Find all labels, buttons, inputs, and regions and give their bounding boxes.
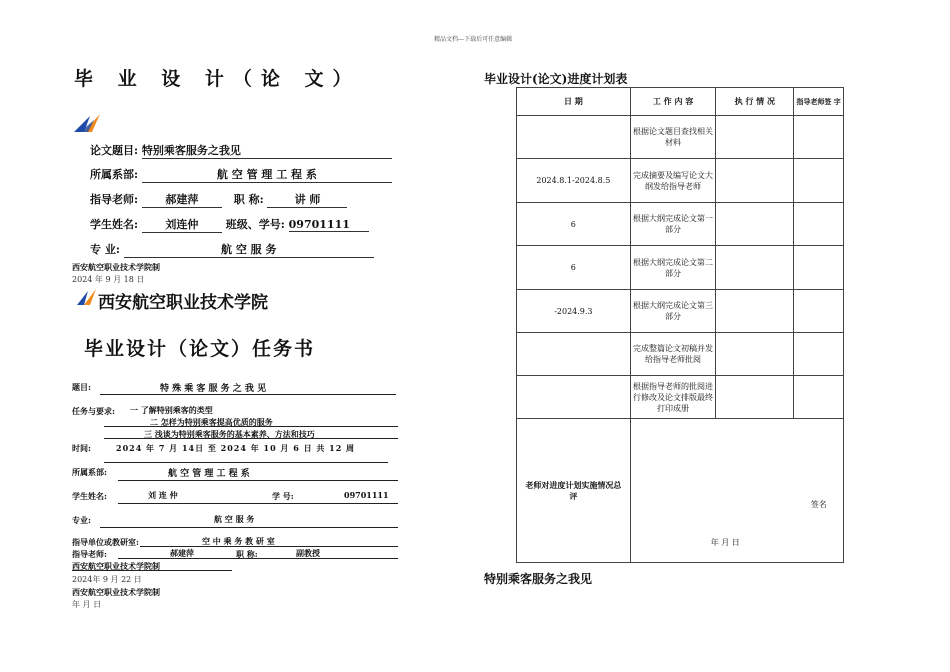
row-status: [716, 246, 794, 290]
task-major: 航 空 服 务: [214, 514, 255, 524]
cover-advisor-title: 讲 师: [267, 191, 347, 208]
row-date: -2024.9.3: [517, 290, 631, 333]
task-topic-label: 题目:: [72, 382, 91, 392]
row-sign: [794, 116, 844, 159]
task-date-2: 年 月 日: [72, 600, 102, 609]
row-date: 2024.8.1-2024.8.5: [517, 159, 631, 203]
row-date: 6: [517, 246, 631, 290]
task-dept: 航 空 管 理 工 程 系: [168, 469, 250, 479]
task-title: 毕业设计（论文）任务书: [84, 338, 316, 360]
row-date: [517, 116, 631, 159]
plan-title: 毕业设计(论文)进度计划表: [484, 72, 628, 86]
cover-student-id: 09701111: [289, 218, 369, 232]
cover-school-made: 西安航空职业技术学院制: [72, 262, 160, 272]
task-time-label: 时间:: [72, 443, 91, 453]
row-sign: [794, 290, 844, 333]
cover-advisor-label: 指导老师:: [90, 193, 139, 206]
plan-header-content: 工 作 内 容: [630, 88, 716, 116]
plan-header-status: 执 行 情 况: [716, 88, 794, 116]
task-unit: 空 中 乘 务 教 研 室: [202, 536, 275, 546]
task-time: 2024 年 7 月 14日 至 2024 年 10 月 6 日 共 12 周: [116, 443, 356, 453]
row-sign: [794, 333, 844, 376]
task-student-label: 学生姓名:: [72, 491, 107, 501]
row-status: [716, 290, 794, 333]
row-sign: [794, 203, 844, 246]
header-note: 精品文档---下载后可任意编辑: [434, 36, 513, 43]
row-status: [716, 116, 794, 159]
cover-major: 航 空 服 务: [124, 241, 374, 258]
table-row: [517, 290, 844, 333]
bottom-heading: 特别乘客服务之我见: [484, 572, 593, 586]
cover-advisor: 郝建萍: [142, 191, 222, 208]
cover-student: 刘连仲: [142, 216, 222, 233]
plan-table: [516, 87, 844, 563]
cover-major-label: 专 业:: [90, 243, 120, 256]
task-advisor-label: 指导老师:: [72, 549, 107, 559]
plan-header-row: [517, 88, 844, 116]
table-row: [517, 116, 844, 159]
task-advisor: 郝建萍: [170, 548, 194, 558]
task-student-id: 09701111: [344, 490, 389, 500]
plan-eval-sign: 签名: [810, 500, 827, 509]
plan-header-date: 日 期: [517, 88, 631, 116]
task-rank: 副教授: [296, 548, 320, 558]
table-row: [517, 203, 844, 246]
plan-eval-date: 年 月 日: [710, 538, 740, 547]
table-row: [517, 376, 844, 419]
row-content: 根据大纲完成论文第二部分: [630, 246, 716, 290]
row-status: [716, 376, 794, 419]
cover-student-label: 学生姓名:: [90, 218, 139, 231]
task-id-label: 学 号:: [272, 491, 294, 501]
task-student: 刘 连 仲: [148, 490, 178, 500]
task-school: 西安航空职业技术学院: [98, 293, 268, 313]
cover-title: 毕 业 设 计（论 文）: [74, 68, 361, 90]
row-date: 6: [517, 203, 631, 246]
task-date-1: 2024年 9 月 22 日: [72, 575, 142, 584]
row-sign: [794, 246, 844, 290]
row-status: [716, 333, 794, 376]
school-logo-icon: [72, 112, 104, 134]
row-content: 根据大纲完成论文第一部分: [630, 203, 716, 246]
cover-date: 2024 年 9 月 18 日: [72, 275, 145, 284]
cover-topic-label: 论文题目:: [90, 144, 139, 157]
row-sign: [794, 376, 844, 419]
table-row: [517, 246, 844, 290]
row-content: 完成摘要及编写论文大纲发给指导老师: [630, 159, 716, 203]
school-logo-icon-2: [76, 288, 98, 306]
row-content: 根据大纲完成论文第三部分: [630, 290, 716, 333]
cover-title-label: 职 称:: [233, 193, 264, 206]
row-status: [716, 159, 794, 203]
row-content: 完成整篇论文初稿并发给指导老师批阅: [630, 333, 716, 376]
plan-eval-cell: [630, 419, 843, 563]
task-unit-label: 指导单位或教研室:: [72, 537, 139, 547]
row-content: 根据指导老师的批阅进行修改及论文排版最终打印成册: [630, 376, 716, 419]
row-status: [716, 203, 794, 246]
task-req-1: 一 了解特别乘客的类型: [130, 405, 213, 415]
task-dept-label: 所属系部:: [72, 467, 107, 477]
task-rank-label: 职 称:: [236, 549, 258, 559]
table-row: [517, 159, 844, 203]
task-req-3: 三 浅谈为特别乘客服务的基本素养、方法和技巧: [144, 429, 315, 439]
table-row: [517, 333, 844, 376]
task-req-label: 任务与要求:: [72, 406, 115, 416]
task-req-2: 二 怎样为特别乘客提高优质的服务: [150, 417, 273, 427]
cover-topic: 特别乘客服务之我见: [142, 142, 392, 159]
task-major-label: 专业:: [72, 515, 91, 525]
row-content: 根据论文题目查找相关材料: [630, 116, 716, 159]
row-date: [517, 333, 631, 376]
cover-dept: 航 空 管 理 工 程 系: [142, 166, 392, 183]
row-date: [517, 376, 631, 419]
task-school-made-2: 西安航空职业技术学院制: [72, 587, 160, 597]
cover-dept-label: 所属系部:: [90, 168, 139, 181]
plan-eval-label: 老师对进度计划实施情况总评: [517, 419, 631, 563]
plan-eval-row: [517, 419, 844, 563]
plan-header-sign: 指导老师签 字: [794, 88, 844, 116]
cover-class-label: 班级、学号:: [225, 218, 285, 231]
task-topic: 特 殊 乘 客 服 务 之 我 见: [160, 384, 267, 394]
row-sign: [794, 159, 844, 203]
task-school-made-1: 西安航空职业技术学院制: [72, 561, 160, 571]
